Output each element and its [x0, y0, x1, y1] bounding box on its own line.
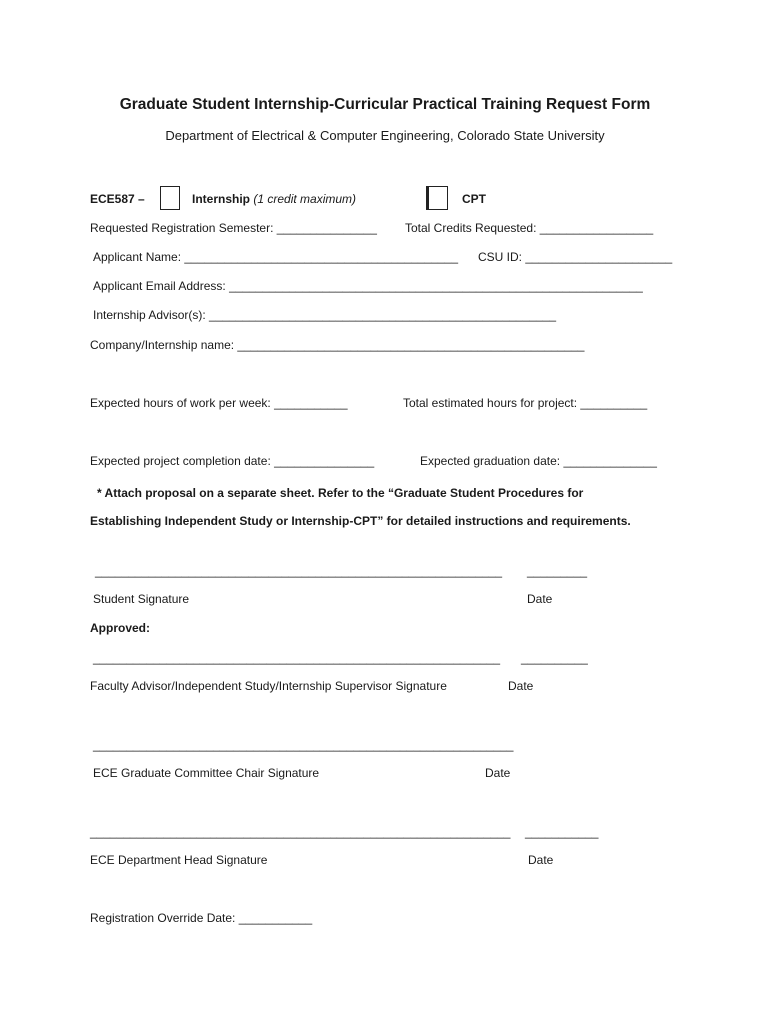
csu-id-field[interactable]: CSU ID: ______________________: [478, 250, 673, 264]
head-signature-line[interactable]: _______________________________________________________________: [90, 825, 511, 839]
internship-label: Internship: [192, 192, 251, 206]
hours-per-week-field[interactable]: Expected hours of work per week: ___________: [90, 396, 348, 410]
head-signature-label: ECE Department Head Signature: [90, 853, 268, 867]
internship-note: (1 credit maximum): [253, 192, 357, 206]
email-field[interactable]: Applicant Email Address: ______________________________________________________________: [93, 279, 643, 293]
chair-signature-label: ECE Graduate Committee Chair Signature: [93, 766, 320, 780]
override-date-field[interactable]: Registration Override Date: ___________: [90, 911, 313, 925]
student-signature-line[interactable]: _____________________________________________________________: [95, 564, 503, 578]
semester-field[interactable]: Requested Registration Semester: _______________: [90, 221, 377, 235]
faculty-date-label: Date: [508, 679, 534, 693]
cpt-label: CPT: [462, 192, 486, 206]
chair-date-label: Date: [485, 766, 511, 780]
head-date-label: Date: [528, 853, 554, 867]
internship-option: [192, 192, 356, 206]
credits-field[interactable]: Total Credits Requested: _________________: [405, 221, 654, 235]
student-date-line[interactable]: _________: [527, 564, 588, 578]
proposal-note-line1: * Attach proposal on a separate sheet. Refer to the “Graduate Student Procedures for: [97, 486, 584, 500]
proposal-note-line2: Establishing Independent Study or Internship-CPT” for detailed instructions and requirements.: [90, 514, 631, 528]
form-title: Graduate Student Internship-Curricular Practical Training Request Form: [119, 96, 651, 113]
advisor-field[interactable]: Internship Advisor(s): ____________________________________________________: [93, 308, 557, 322]
chair-signature-line[interactable]: _______________________________________________________________: [93, 738, 514, 752]
faculty-signature-line[interactable]: _____________________________________________________________: [93, 651, 501, 665]
company-field[interactable]: Company/Internship name: ____________________________________________________: [90, 338, 585, 352]
applicant-name-field[interactable]: Applicant Name: _________________________________________: [93, 250, 459, 264]
faculty-signature-label: Faculty Advisor/Independent Study/Internship Supervisor Signature: [90, 679, 447, 693]
head-date-line[interactable]: ___________: [525, 825, 599, 839]
course-code: ECE587 –: [90, 192, 145, 206]
graduation-date-field[interactable]: Expected graduation date: ______________: [420, 454, 657, 468]
faculty-date-line[interactable]: __________: [521, 651, 588, 665]
cpt-checkbox[interactable]: [426, 186, 448, 210]
student-signature-label: Student Signature: [93, 592, 190, 606]
total-hours-field[interactable]: Total estimated hours for project: __________: [403, 396, 648, 410]
completion-date-field[interactable]: Expected project completion date: _______________: [90, 454, 375, 468]
approved-label: Approved:: [90, 621, 150, 635]
internship-checkbox[interactable]: [160, 186, 180, 210]
student-date-label: Date: [527, 592, 553, 606]
form-subtitle: Department of Electrical & Computer Engineering, Colorado State University: [165, 128, 605, 143]
